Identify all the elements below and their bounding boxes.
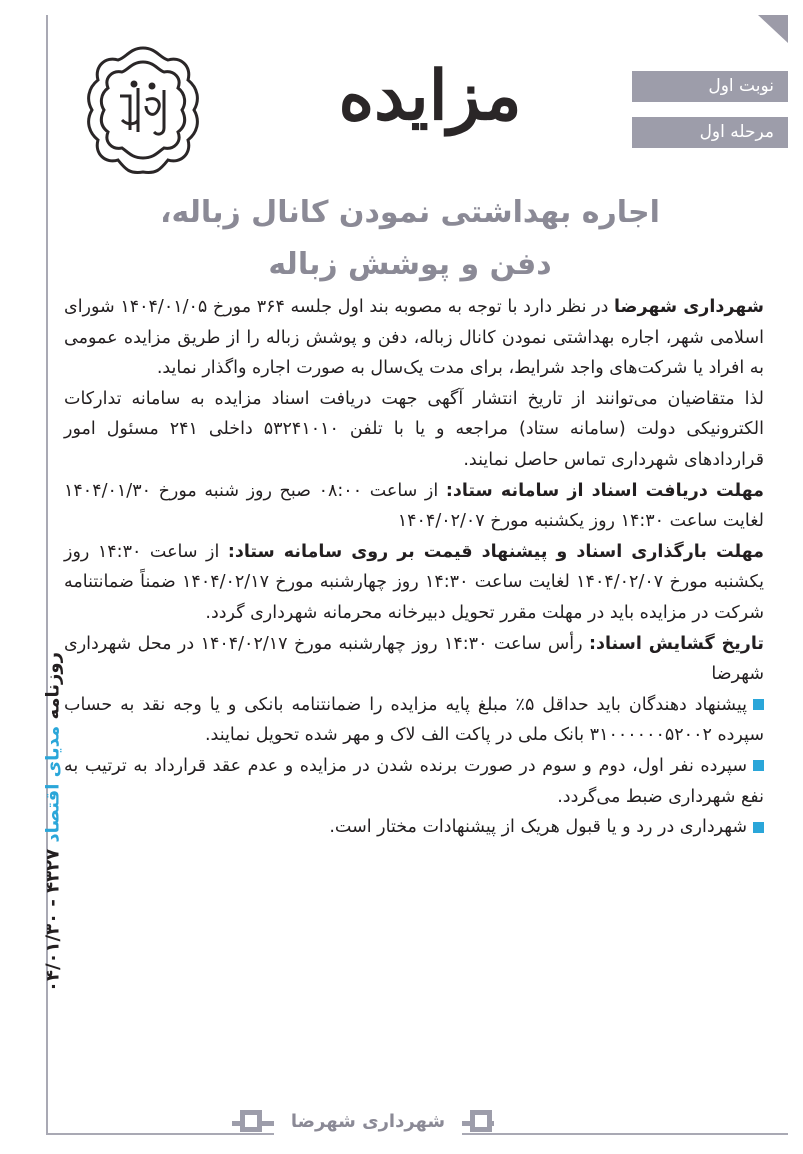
newspaper-credit — [38, 652, 68, 992]
bullet-item: شهرداری در رد و یا قبول هریک از پیشنهادات مختار است. — [64, 812, 764, 843]
paragraph-intro: شهرداری شهرضا در نظر دارد با توجه به مصوبه بند اول جلسه ۳۶۴ مورخ ۱۴۰۴/۰۱/۰۵ شورای اسلامی شهر، اجاره بهداشتی نمودن کانال زباله، دفن و پوشش زباله را از طریق مزایده عمومی به افراد یا شرکت‌های واجد شرایط، برای مدت یک‌سال به صورت اجاره واگذار نماید. — [64, 297, 764, 379]
paragraph-doc-deadline: مهلت دریافت اسناد از سامانه ستاد: از ساعت ۰۸:۰۰ صبح روز شنبه مورخ ۱۴۰۴/۰۱/۳۰ لغایت ساعت ۱۴:۳۰ روز یکشنبه مورخ ۱۴۰۴/۰۲/۰۷ — [64, 480, 765, 532]
corner-decoration — [758, 15, 788, 43]
footer-square-icon — [470, 1110, 492, 1132]
bullet-item: پیشنهاد دهندگان باید حداقل ۵٪ مبلغ پایه مزایده را ضمانتنامه بانکی و یا وجه نقد به حساب سپرده ۳۱۰۰۰۰۰۰۵۲۰۰۲ بانک ملی در پاکت الف لاک و مهر شده تحویل نمایند. — [64, 694, 764, 746]
footer — [232, 1106, 494, 1142]
issue-info: ۴۳۲۷ - ۰۴/۰۱/۳۰ — [42, 848, 64, 992]
paragraph-opening-date: تاریخ گشایش اسناد: رأس ساعت ۱۴:۳۰ روز چهارشنبه مورخ ۱۴۰۴/۰۲/۱۷ در محل شهرداری شهرضا — [64, 633, 764, 685]
subtitle-line-2: دفن و پوشش زباله — [268, 247, 552, 282]
footer-square-icon — [240, 1110, 262, 1132]
bullet-icon — [753, 760, 764, 771]
announcement-body — [64, 292, 764, 843]
bullet-item: سپرده نفر اول، دوم و سوم در صورت برنده شدن در مزایده و عدم عقد قرارداد به ترتیب به نفع شهرداری ضبط می‌گردد. — [64, 755, 764, 807]
paragraph-contact: لذا متقاضیان می‌توانند از تاریخ انتشار آگهی جهت دریافت اسناد مزایده به سامانه تدارکات الکترونیکی دولت (سامانه ستاد) مراجعه و یا با تلفن ۵۳۲۴۱۰۱۰ داخلی ۲۴۱ مسئول امور قراردادهای شهرداری تماس حاصل نمایند. — [64, 388, 764, 470]
bullet-icon — [753, 699, 764, 710]
bullet-icon — [753, 822, 764, 833]
subtitle-line-1: اجاره بهداشتی نمودن کانال زباله، — [160, 195, 660, 230]
municipality-name: شهرداری شهرضا — [613, 297, 764, 317]
newspaper-name: مدیای اقتصاد — [42, 725, 64, 843]
stage-tag: مرحله اول — [632, 117, 788, 148]
round-tag: نوبت اول — [632, 71, 788, 102]
paragraph-upload-deadline: مهلت بارگذاری اسناد و پیشنهاد قیمت بر روی سامانه ستاد: از ساعت ۱۴:۳۰ روز یکشنبه مورخ ۱۴۰۴/۰۲/۰۷ لغایت ساعت ۱۴:۳۰ روز چهارشنبه مورخ ۱۴۰۴/۰۲/۱۷ ضمناً ضمانتنامه شرکت در مزایده باید در مهلت مقرر تحویل دبیرخانه محرمانه شهرداری گردد. — [64, 541, 765, 623]
page-title: مزایده — [338, 56, 522, 136]
footer-label: شهرداری شهرضا — [274, 1106, 462, 1138]
municipality-logo — [76, 40, 210, 180]
newspaper-label: روزنامه — [42, 652, 64, 720]
